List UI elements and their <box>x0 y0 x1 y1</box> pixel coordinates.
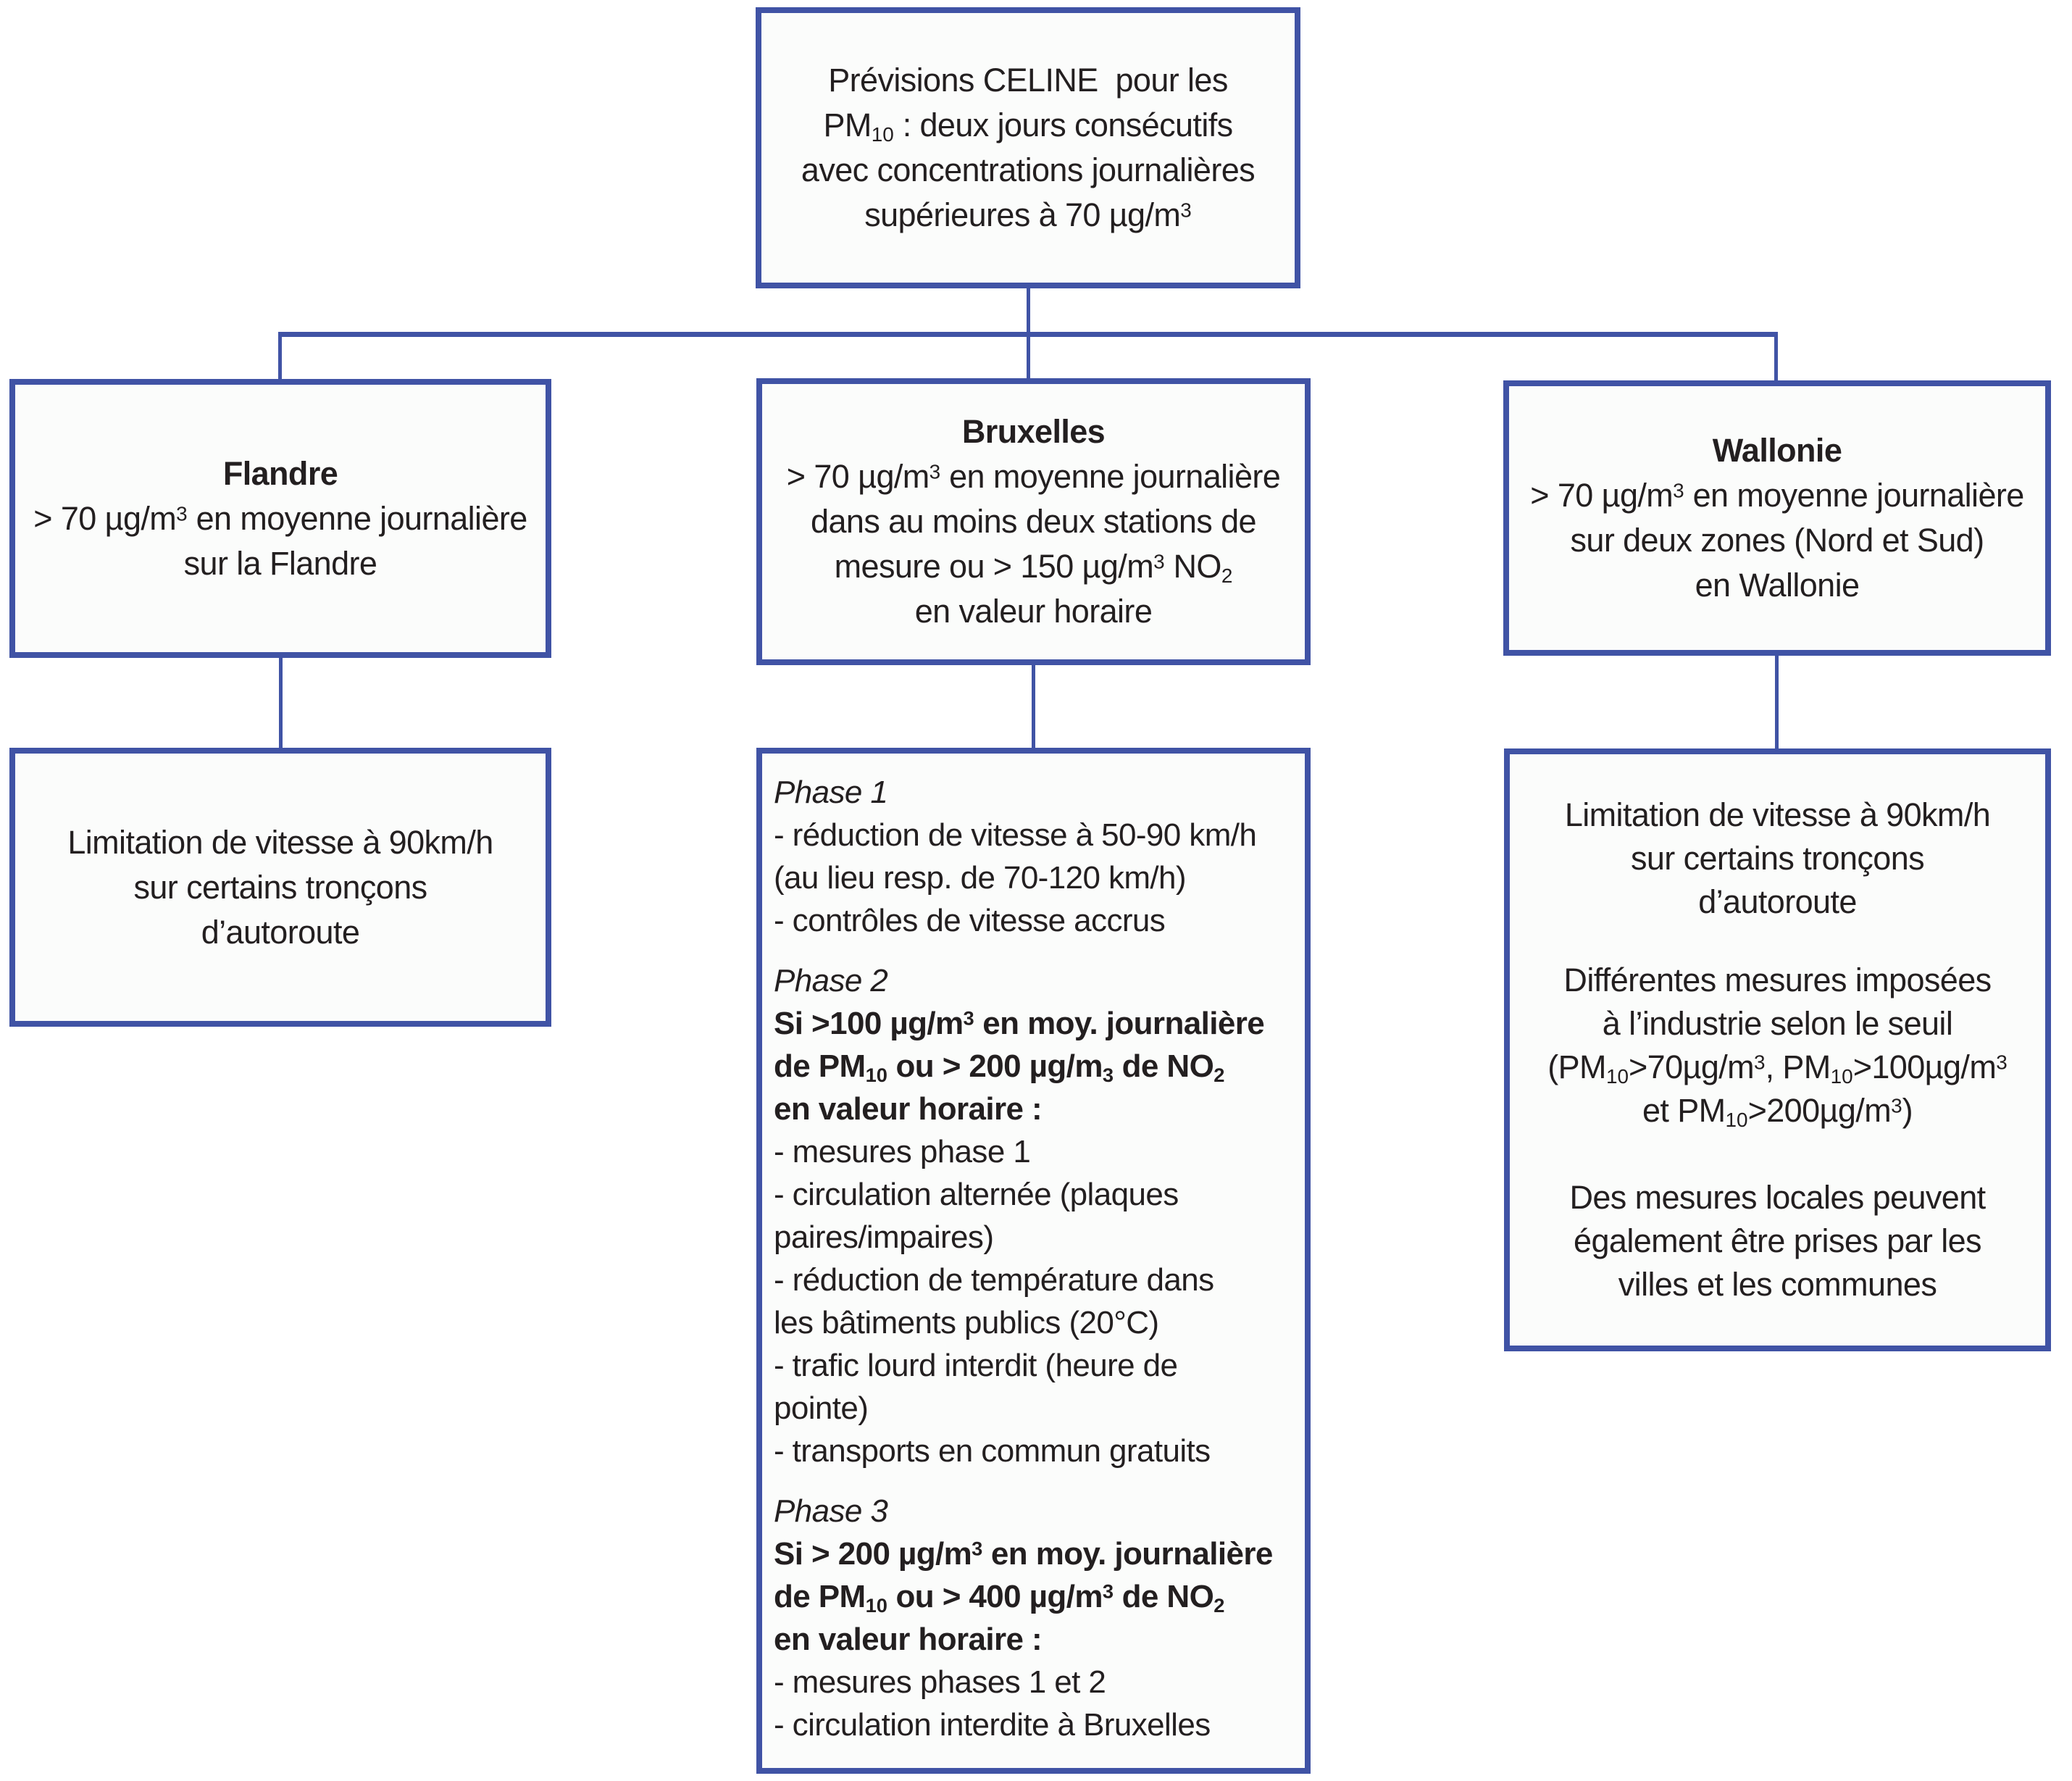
text-line: Si > 200 $\mu g/m^3$ en moy. journalière <box>774 1536 1273 1572</box>
text-line: de $PM_{10}$ ou > 200 $\mu g/m_3$ de $NO_2$ <box>774 1048 1225 1086</box>
text-line: Limitation de vitesse à 90km/h <box>67 823 493 861</box>
connector-bruxelles-measures <box>1032 662 1035 751</box>
text-line: à l’industrie selon le seuil <box>1602 1005 1953 1042</box>
text-line: - trafic lourd interdit (heure de <box>774 1348 1178 1383</box>
text-line: Si >100 $\mu g/m^3$ en moy. journalière <box>774 1006 1265 1041</box>
text-line: - réduction de vitesse à 50-90 km/h <box>774 817 1257 853</box>
text-line: sur deux zones (Nord et Sud) <box>1570 522 1984 559</box>
text-line: paires/impaires) <box>774 1219 994 1255</box>
text-line: Phase 1 <box>774 775 888 810</box>
text-line: d’autoroute <box>201 913 360 951</box>
text-line: Phase 2 <box>774 963 888 998</box>
connector-flandre-branch <box>278 332 282 383</box>
wallonie-measures-box <box>1504 748 2051 1351</box>
text-line: (au lieu resp. de 70-120 km/h) <box>774 860 1186 896</box>
connector-horizontal <box>278 332 1778 337</box>
text-line: Limitation de vitesse à 90km/h <box>1564 796 1991 833</box>
connector-flandre-measures <box>279 656 283 751</box>
bruxelles-measures-box <box>756 748 1311 1774</box>
text-line: Wallonie <box>1712 432 1842 469</box>
text-line: en valeur horaire : <box>774 1622 1043 1657</box>
text-line: $PM_{10}$ : deux jours consécutifs <box>823 107 1233 146</box>
text-line: - transports en commun gratuits <box>774 1433 1211 1469</box>
text-line: Des mesures locales peuvent <box>1569 1179 1986 1216</box>
text-line: d’autoroute <box>1698 883 1857 920</box>
flandre-condition-box <box>9 379 551 658</box>
text-line: avec concentrations journalières <box>801 151 1256 188</box>
text-line: > 70 $\mu g/m^3$ en moyenne journalière <box>786 458 1281 495</box>
text-line: pointe) <box>774 1390 869 1426</box>
text-line: - circulation alternée (plaques <box>774 1177 1179 1212</box>
text-line: également être prises par les <box>1574 1222 1981 1259</box>
text-line: Différentes mesures imposées <box>1563 962 1992 998</box>
text-line: - mesures phase 1 <box>774 1134 1031 1169</box>
text-line: mesure ou > 150 $\mu g/m^3$ $NO_2$ <box>834 548 1233 587</box>
text-line: de $PM_{10}$ ou > 400 $\mu g/m^3$ de $NO_2$ <box>774 1579 1225 1617</box>
forecast-root-box <box>756 7 1300 288</box>
text-line: en valeur horaire <box>914 593 1153 630</box>
text-line: sur certains tronçons <box>133 868 427 906</box>
text-line: ($PM_{10}>70\mu g/m^3$, $PM_{10}>100\mu g/m^3$ <box>1547 1048 2008 1088</box>
connector-wallonie-measures <box>1775 654 1779 751</box>
text-line: sur certains tronçons <box>1630 840 1925 877</box>
text-line: Prévisions CELINE pour les <box>828 62 1228 99</box>
text-line: supérieures à 70 $\mu g/m^3$ <box>864 196 1192 233</box>
text-line: en Wallonie <box>1695 567 1860 604</box>
text-line: Flandre <box>222 454 338 492</box>
text-line: dans au moins deux stations de <box>811 503 1256 540</box>
text-line: > 70 $\mu g/m^3$ en moyenne journalière <box>33 499 527 537</box>
flandre-measures-box <box>9 748 551 1027</box>
text-line: - réduction de température dans <box>774 1262 1214 1298</box>
text-line: et $PM_{10}>200\mu g/m^3$) <box>1642 1092 1913 1131</box>
text-line: - mesures phases 1 et 2 <box>774 1664 1106 1700</box>
connector-wallonie-branch <box>1774 332 1778 384</box>
wallonie-condition-box <box>1503 380 2051 656</box>
text-line: sur la Flandre <box>183 544 377 582</box>
text-line: Bruxelles <box>961 413 1106 450</box>
text-line: Phase 3 <box>774 1493 888 1529</box>
text-line: > 70 $\mu g/m^3$ en moyenne journalière <box>1530 477 2024 514</box>
bruxelles-condition-box <box>756 378 1311 665</box>
text-line: - circulation interdite à Bruxelles <box>774 1707 1211 1743</box>
text-line: - contrôles de vitesse accrus <box>774 903 1166 938</box>
text-line: les bâtiments publics (20°C) <box>774 1305 1159 1340</box>
text-line: villes et les communes <box>1618 1266 1937 1303</box>
text-line: en valeur horaire : <box>774 1091 1043 1127</box>
